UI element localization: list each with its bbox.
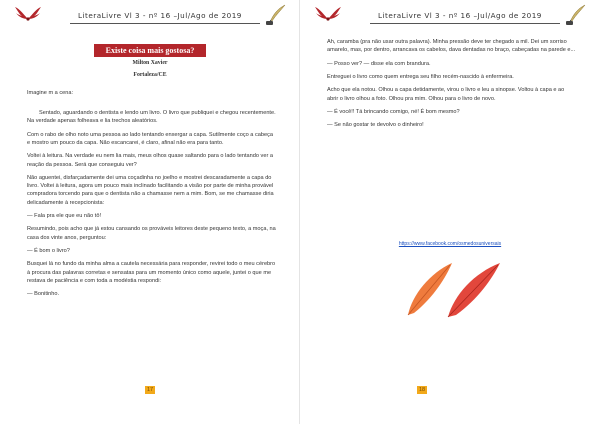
header-title: LiteraLivre Vl 3 - nº 16 –Jul/Ago de 2019 — [378, 11, 542, 20]
right-page — [300, 0, 600, 424]
header-rule — [70, 23, 260, 24]
paragraph: Resumindo, pois acho que já estou cansando os prováveis leitores deste pequeno texto, a moça, na casa dos vinte anos, perguntou: — [27, 226, 276, 241]
page-number: 18 — [418, 387, 426, 393]
paragraph: — Bonitinho. — [27, 291, 60, 298]
paragraph: Sentado, aguardando o dentista e lendo um livro. O livro que publiquei e chegou recentemente. Na verdade apenas folheava e lia trechos aleatórios. — [27, 110, 276, 125]
quill-inkwell-icon — [264, 4, 288, 26]
paragraph: Acho que ela notou. Olhou a capa detidamente, virou o livro e leu a sinopse. Voltou à capa e ao abrir o livro olhou a foto. Olhou pra mim. Olhou para o livro de novo. — [327, 87, 565, 102]
article-city: Fortaleza/CE — [133, 72, 167, 78]
right-body-text — [327, 38, 577, 135]
page-header — [0, 4, 300, 26]
header-rule — [370, 23, 560, 24]
facebook-link[interactable]: https://www.facebook.com/osmedosuniversais — [398, 241, 502, 247]
paragraph: Ah, caramba (pra não usar outra palavra). Minha pressão deve ter chegado a mil. Dei um sorriso amarelo, mas, por dentro, arrancava os cabelos, dava dentadas no braço, cabeçadas na parede e... — [327, 39, 576, 54]
paragraph: Busquei lá no fundo da minha alma a cautela necessária para responder, revirei todo o meu cérebro à procura das palavras corretas e sensatas para um momento único como aquele, juntei o que me restava de paciência e com toda a modéstia respondi: — [27, 261, 276, 284]
paragraph: Imagine m a cena: — [27, 90, 74, 96]
quill-inkwell-icon — [564, 4, 588, 26]
paragraph: — É você!! Tá brincando comigo, né! É bom mesmo? — [327, 108, 460, 115]
feathers-icon — [400, 255, 510, 320]
header-title: LiteraLivre Vl 3 - nº 16 –Jul/Ago de 2019 — [78, 11, 242, 20]
paragraph: Voltei à leitura. Na verdade eu nem lia mais, meus olhos quase saltando para o lado tentando ver a reação da pessoa. Será que conseguiu ver? — [27, 153, 273, 168]
paragraph: — Se não gostar te devolvo o dinheiro! — [327, 122, 424, 129]
bird-wings-logo-icon — [14, 5, 42, 23]
left-body-text — [27, 89, 277, 304]
page-header — [300, 4, 600, 26]
article-author: Milton Xavier — [132, 60, 168, 66]
paragraph: Entreguei o livro como quem entrega seu filho recém-nascido à enfermeira. — [327, 73, 514, 80]
paragraph: Com o rabo de olho noto uma pessoa ao lado tentando enxergar a capa. Sutilmente coço a cabeça e mostro um pouco da capa. Não escancarei, é claro, afinal não era para tanto. — [27, 131, 273, 146]
paragraph: Não aguentei, disfarçadamente dei uma coçadinha no joelho e mostrei descaradamente a capa do livro. Voltei à leitura, agora um pouco mais inclinado facilitando a visão por parte de minha provável compradora torcendo para que o dentista não a chamasse nem a mim. Bom, se me chamasse diria delicadamente à recepcionista: — [27, 174, 274, 206]
article-title: Existe coisa mais gostosa? — [94, 44, 206, 57]
paragraph: — Posso ver? — disse ela com brandura. — [327, 60, 431, 67]
paragraph: — Fala pra ele que eu não tô! — [27, 212, 102, 219]
paragraph: — É bom o livro? — [27, 247, 70, 254]
page-number: 17 — [146, 387, 154, 393]
bird-wings-logo-icon — [314, 5, 342, 23]
